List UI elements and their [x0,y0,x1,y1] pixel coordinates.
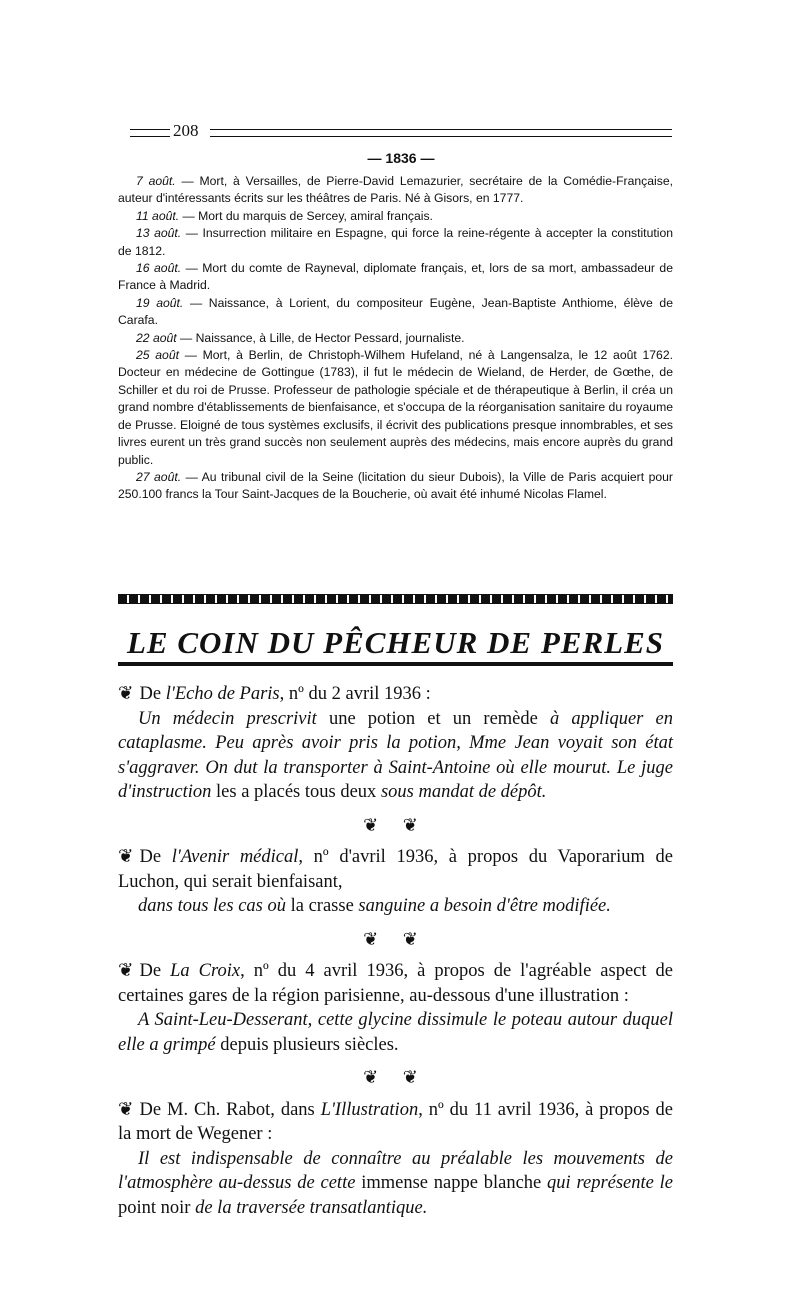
pearl-source-name: l'Avenir médical [171,847,299,867]
pearl-quote-part: à appliquer en cataplasme. Peu après avoir pris la potion, Mme Jean voyait son état s'aggraver. On dut la transporter à Saint-Antoine où elle mourut. Le juge d'instruction [118,708,673,802]
pearl-source-prefix: De [139,961,171,981]
ephemeris-text: — Naissance, à Lille, de Hector Pessard, journaliste. [176,330,465,345]
pearl-quote-part: sanguine a besoin d'être modifiée. [358,896,611,916]
pearl-source [118,845,673,894]
fleuron-ornament: ❦ ❦ [363,928,428,949]
ephemeris-date: 7 août. [136,174,176,188]
pearl-quote-part: de la traversée transatlantique. [195,1197,428,1218]
pearl-source-detail: , nº du 4 avril 1936, à propos de l'agréable aspect de certaines gares de la région parisienne, au-dessous d'une illustration : [118,961,673,1006]
pearl-quote [118,1008,673,1057]
ephemeris-text: — Insurrection militaire en Espagne, qui force la reine-régente à accepter la constitution de 1812. [118,226,673,258]
pearl-quote-part: qui représente le [547,1173,673,1193]
ephemeris-text: — Mort, à Versailles, de Pierre-David Lemazurier, secrétaire de la Comédie-Française, auteur d'intéressants écrits sur les théâtres de Paris. Né à Gisors, en 1777. [118,174,673,206]
pearl-quote [118,894,673,919]
pearl-quote-part: point noir [118,1197,196,1218]
header-rule-left [130,129,170,137]
ephemeris-text: — Au tribunal civil de la Seine (licitation du sieur Dubois), la Ville de Paris acquiert pour 250.100 francs la Tour Saint-Jacques de la Boucherie, où avait été inhumé Nicolas Flamel. [118,469,673,502]
pearl-quote [118,1147,673,1221]
pearl-quote-part: Un médecin prescrivit [138,708,317,729]
pearl-source-name: l'Echo de Paris [165,684,280,704]
pearl-quote [118,707,673,805]
pearl-quote-part: sous mandat de dépôt. [380,782,547,802]
pearl-source-detail: , nº d'avril 1936, à propos du Vaporarium de Luchon, qui serait bienfaisant, [118,847,673,892]
pearl-source-prefix: De [139,847,172,867]
page-header [130,123,672,143]
pearl-quote-part: A Saint-Leu-Desserant, cette glycine dissimule le poteau autour duquel elle a grimpé [118,1010,673,1055]
ephemeris-date: 11 août. [136,208,180,223]
ephemeris-entry [118,173,673,208]
pearl-source-prefix: De [139,684,166,704]
ephemeris-entry [118,347,673,469]
ephemeris-entry [118,208,673,225]
ephemerides-list [118,173,673,504]
year-heading: — 1836 — [367,150,435,166]
ephemeris-date: 13 août. [136,226,182,241]
fleuron-icon: ❦ [118,847,134,867]
section-title: LE COIN DU PÊCHEUR DE PERLES [126,625,664,660]
ephemeris-entry [118,330,673,347]
pearl-source-name: La Croix [170,961,241,981]
pearl-source [118,682,673,707]
pearl-source-detail: , nº du 2 avril 1936 : [279,684,431,704]
ephemeris-entry [118,225,673,260]
pearl-source [118,959,673,1008]
ephemeris-text: — Mort du comte de Rayneval, diplomate français, et, lors de sa mort, ambassadeur de France à Madrid. [118,261,673,293]
ephemeris-entry [118,469,673,504]
pearl-quote-part: une potion et un remède [316,708,551,729]
pearl-source-name: L'Illustration [320,1099,419,1120]
pearl-quote-part: la crasse [286,896,359,916]
fleuron-ornament: ❦ ❦ [363,1067,428,1087]
fleuron-icon: ❦ [118,961,134,981]
ephemeris-date: 19 août. [136,295,184,310]
fleuron-icon: ❦ [118,684,134,704]
header-rule-right [210,129,672,137]
fleuron-icon: ❦ [118,1099,134,1120]
pearl-quote-part: Il est indispensable de connaître au préalable les mouvements de l'atmosphère au-dessus de cette [118,1148,673,1193]
pearl-source-detail: , nº du 11 avril 1936, à propos de la mort de Wegener : [118,1099,674,1144]
ephemeris-entry [118,260,673,295]
fleuron-ornament: ❦ ❦ [363,814,428,835]
pearl-source [118,1098,673,1147]
pearls-section [118,682,673,1220]
ephemeris-date: 16 août. [136,261,182,276]
pearl-source-prefix: De M. Ch. Rabot, dans [139,1099,321,1120]
decorative-border [118,594,673,604]
section-title-rule [118,662,673,666]
ephemeris-date: 27 août. [136,469,182,484]
ephemeris-entry [118,295,673,330]
ephemeris-date: 22 août [136,330,177,345]
pearl-quote-part: les a placés tous deux [211,782,381,802]
pearl-quote-part: immense nappe blanche [355,1173,548,1193]
ephemeris-text: — Mort, à Berlin, de Christoph-Wilhem Hufeland, né à Langensalza, le 12 août 1762. Docteur en médecine de Gottingue (1783), il fut le médecin de Wieland, de Herder, de Gœthe, de Schiller et du roi de Prusse. Professeur de pathologie spéciale et de thérapeutique à Berlin, il créa un grand nombre d'établissements de bienfaisance, et s'occupa de la réorganisation sanitaire du royaume de Prusse. Eloigné de tous systèmes exclusifs, il écrivit des publications presque innombrables, et ses livres eurent un très grand succès non seulement auprès des médecins, mais encore auprès du grand public. [118,348,673,467]
page-number: 208 [173,121,199,140]
ephemeris-date: 25 août [136,348,179,363]
ephemeris-text: — Mort du marquis de Sercey, amiral français. [179,208,433,223]
ephemeris-text: — Naissance, à Lorient, du compositeur Eugène, Jean-Baptiste Anthiome, élève de Carafa. [118,295,673,328]
pearl-quote-part: dans tous les cas où [138,896,286,916]
pearl-quote-part: depuis plusieurs siècles. [215,1034,399,1055]
